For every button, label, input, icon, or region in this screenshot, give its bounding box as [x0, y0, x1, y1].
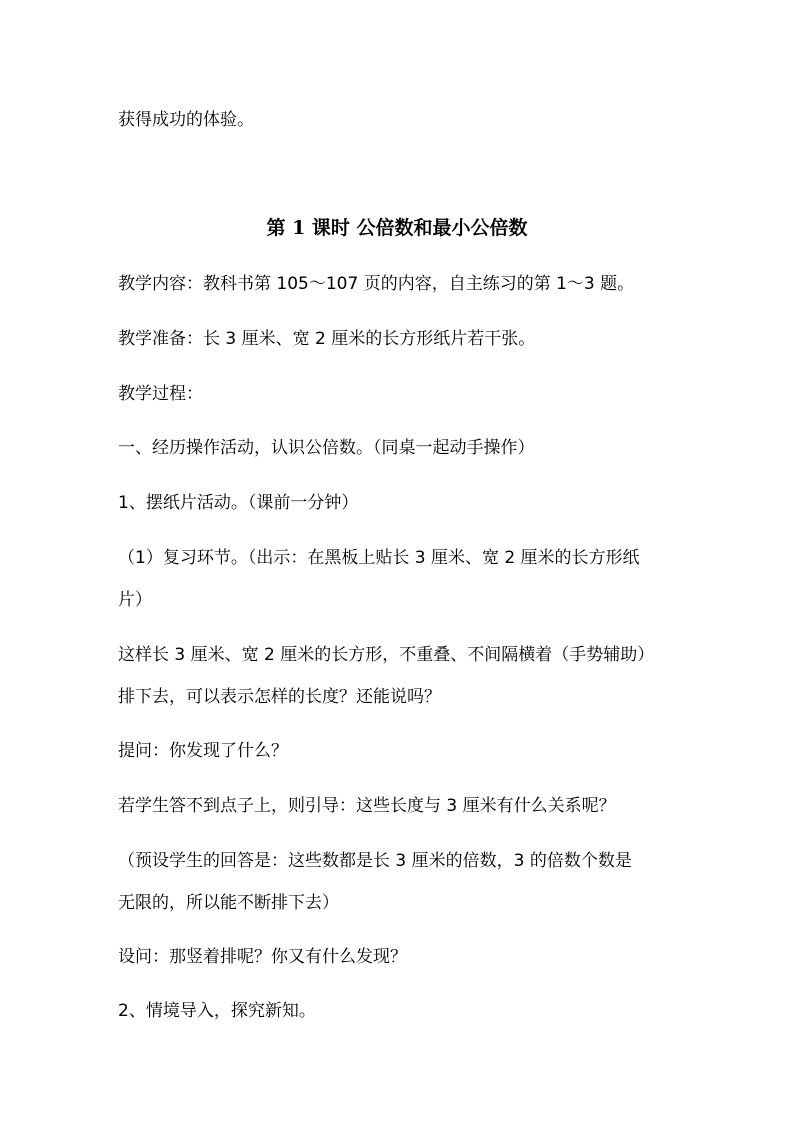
step-two-heading: 2、情境导入，探究新知。 [118, 1001, 316, 1021]
vertical-question-text: 设问：那竖着排呢？你又有什么发现？ [118, 947, 407, 967]
review-paragraph-line-1: （1）复习环节。（出示：在黑板上贴长 3 厘米、宽 2 厘米的长方形纸 [118, 548, 640, 568]
preset-paragraph-line-1: （预设学生的回答是：这些数都是长 3 厘米的倍数，3 的倍数个数是 [118, 851, 632, 871]
question-text: 提问：你发现了什么？ [118, 741, 288, 761]
preset-paragraph-line-2: 无限的，所以能不断排下去） [118, 893, 339, 913]
teaching-preparation: 教学准备：长 3 厘米、宽 2 厘米的长方形纸片若干张。 [118, 329, 536, 349]
arrange-paragraph-line-1: 这样长 3 厘米、宽 2 厘米的长方形，不重叠、不间隔横着（手势辅助） [118, 645, 655, 665]
step-one-heading: 1、摆纸片活动。（课前一分钟） [118, 493, 359, 513]
guide-text: 若学生答不到点子上，则引导：这些长度与 3 厘米有什么关系呢？ [118, 796, 616, 816]
lesson-title: 第 1 课时 公倍数和最小公倍数 [266, 217, 528, 239]
intro-tail-text: 获得成功的体验。 [118, 110, 254, 130]
arrange-paragraph-line-2: 排下去，可以表示怎样的长度？还能说吗？ [118, 687, 441, 707]
section-one-heading: 一、经历操作活动，认识公倍数。（同桌一起动手操作） [118, 438, 535, 458]
teaching-content: 教学内容：教科书第 105～107 页的内容，自主练习的第 1～3 题。 [118, 274, 635, 294]
process-heading: 教学过程： [118, 384, 203, 404]
review-paragraph-line-2: 片） [118, 590, 152, 610]
